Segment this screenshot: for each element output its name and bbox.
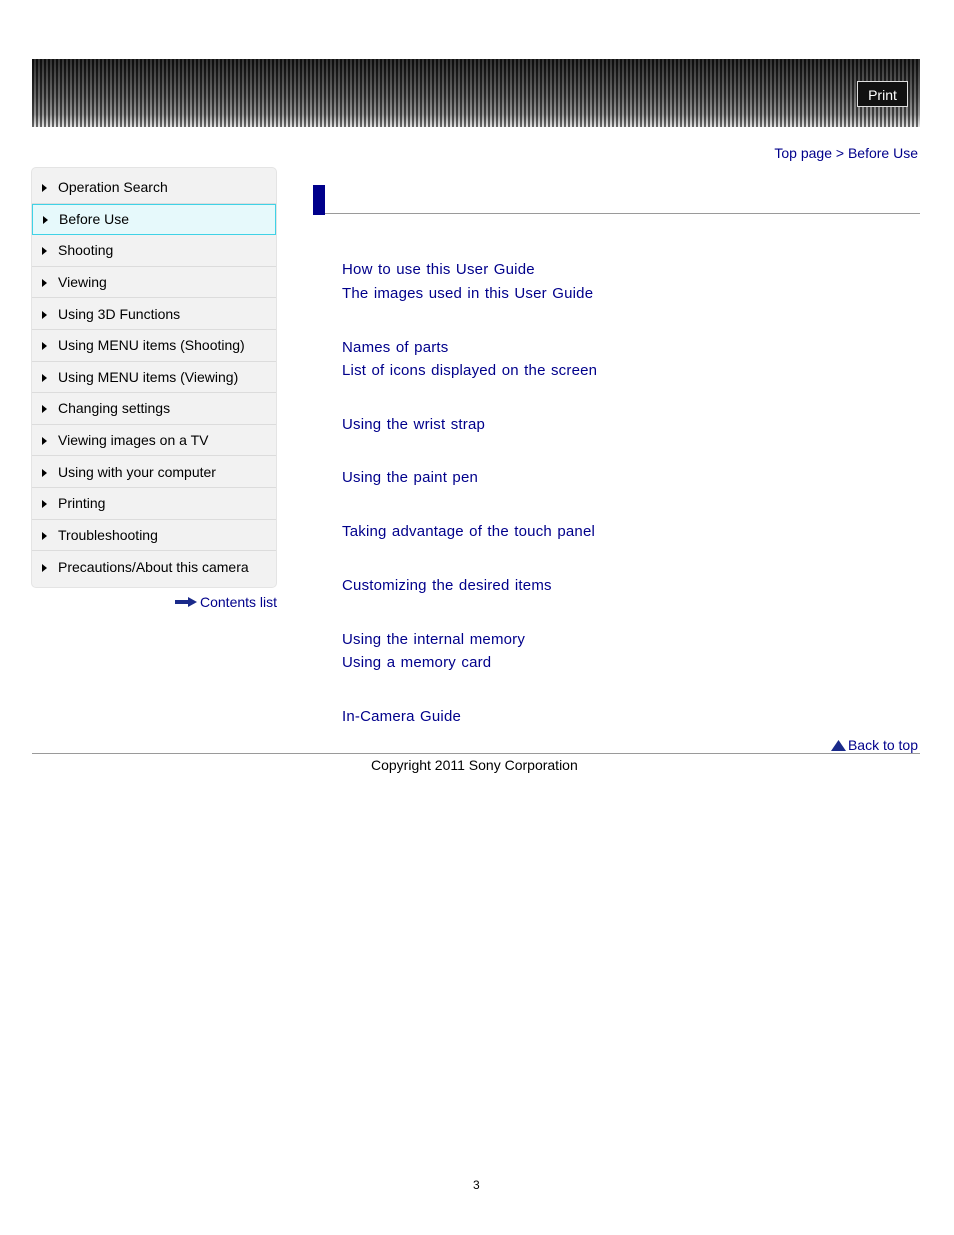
sidebar-item-shooting[interactable] xyxy=(32,235,276,267)
sidebar-item-menu-shooting[interactable] xyxy=(32,330,276,362)
breadcrumb-separator: > xyxy=(835,145,845,161)
link-internal-memory[interactable]: Using the internal memory xyxy=(342,631,526,648)
arrow-right-icon xyxy=(175,597,197,607)
link-list-of-icons[interactable]: List of icons displayed on the screen xyxy=(342,362,598,379)
sidebar-item-label: Troubleshooting xyxy=(58,526,158,543)
sidebar-item-operation-search[interactable] xyxy=(32,172,276,204)
sidebar-item-label: Using MENU items (Shooting) xyxy=(58,337,245,354)
link-memory-card[interactable]: Using a memory card xyxy=(342,654,492,671)
breadcrumb-top-page-link[interactable]: Top page xyxy=(774,145,832,161)
sidebar-item-label: Operation Search xyxy=(58,179,168,196)
sidebar-item-changing-settings[interactable] xyxy=(32,393,276,425)
sidebar-item-printing[interactable] xyxy=(32,488,276,520)
sidebar-item-viewing-on-tv[interactable] xyxy=(32,425,276,457)
triangle-right-icon xyxy=(42,247,47,255)
title-divider xyxy=(325,213,920,214)
link-customizing[interactable]: Customizing the desired items xyxy=(342,577,552,594)
sidebar-item-label: Before Use xyxy=(59,211,130,228)
sidebar-item-troubleshooting[interactable] xyxy=(32,520,276,552)
back-to-top-label: Back to top xyxy=(847,737,918,753)
link-names-of-parts[interactable]: Names of parts xyxy=(342,339,449,356)
triangle-right-icon xyxy=(42,564,47,572)
sidebar-item-label: Precautions/About this camera xyxy=(58,558,249,575)
sidebar-item-label: Viewing images on a TV xyxy=(58,432,209,449)
sidebar-item-label: Using MENU items (Viewing) xyxy=(58,368,239,385)
header-banner xyxy=(32,59,920,127)
triangle-right-icon xyxy=(42,469,47,477)
triangle-right-icon xyxy=(42,311,47,319)
sidebar-item-label: Using 3D Functions xyxy=(58,305,181,322)
print-button[interactable]: Print xyxy=(857,81,908,107)
page-number: 3 xyxy=(473,1178,480,1192)
sidebar-item-label: Using with your computer xyxy=(58,463,216,480)
sidebar-item-precautions[interactable] xyxy=(32,551,276,583)
copyright-text: Copyright 2011 Sony Corporation xyxy=(371,757,578,773)
link-in-camera-guide[interactable]: In-Camera Guide xyxy=(342,708,462,725)
breadcrumb xyxy=(774,145,918,161)
link-paint-pen[interactable]: Using the paint pen xyxy=(342,469,479,486)
sidebar-item-label: Changing settings xyxy=(58,400,171,417)
contents-list-link[interactable] xyxy=(175,594,277,610)
triangle-right-icon xyxy=(42,342,47,350)
link-how-to-use[interactable]: How to use this User Guide xyxy=(342,261,535,278)
sidebar-item-menu-viewing[interactable] xyxy=(32,362,276,394)
sidebar-item-3d-functions[interactable] xyxy=(32,298,276,330)
sidebar-nav xyxy=(31,167,277,588)
triangle-right-icon xyxy=(42,437,47,445)
triangle-right-icon xyxy=(42,405,47,413)
contents-list-label: Contents list xyxy=(200,594,278,610)
triangle-right-icon xyxy=(42,374,47,382)
back-to-top-link[interactable] xyxy=(831,737,918,753)
triangle-right-icon xyxy=(42,500,47,508)
triangle-right-icon xyxy=(42,279,47,287)
sidebar-item-computer[interactable] xyxy=(32,456,276,488)
link-images-used[interactable]: The images used in this User Guide xyxy=(342,285,594,302)
sidebar-item-label: Printing xyxy=(58,495,106,512)
breadcrumb-current-link[interactable]: Before Use xyxy=(847,145,918,161)
page-title-marker xyxy=(313,185,325,215)
triangle-right-icon xyxy=(43,216,48,224)
sidebar-item-viewing[interactable] xyxy=(32,267,276,299)
link-touch-panel[interactable]: Taking advantage of the touch panel xyxy=(342,523,596,540)
footer-divider xyxy=(32,753,920,754)
triangle-right-icon xyxy=(42,532,47,540)
sidebar-item-label: Viewing xyxy=(58,274,107,291)
link-wrist-strap[interactable]: Using the wrist strap xyxy=(342,416,486,433)
triangle-right-icon xyxy=(42,184,47,192)
sidebar-item-before-use[interactable] xyxy=(32,204,276,236)
triangle-up-icon xyxy=(831,740,846,751)
sidebar-item-label: Shooting xyxy=(58,242,114,259)
